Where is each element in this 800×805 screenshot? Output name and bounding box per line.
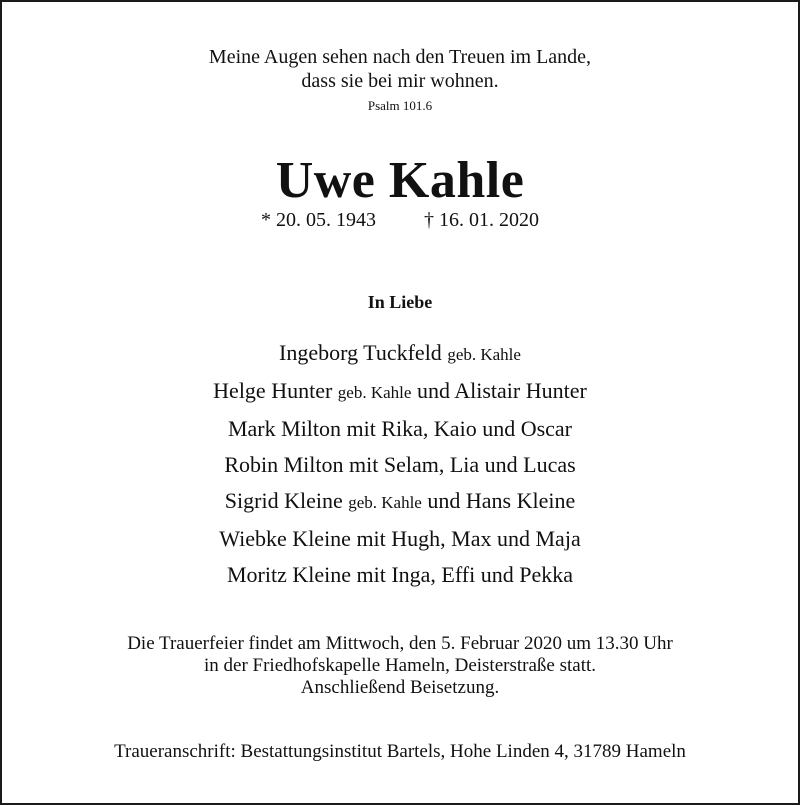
mourner-line [2, 373, 798, 411]
mourner-line [2, 335, 798, 373]
death-date: † 16. 01. 2020 [424, 209, 539, 231]
funeral-service-info [2, 633, 798, 699]
mourner-partner: und Hans Kleine [427, 488, 576, 513]
service-line-1: Die Trauerfeier findet am Mittwoch, den 5. Februar 2020 um 13.30 Uhr [127, 633, 673, 654]
mourner-name: Ingeborg Tuckfeld [279, 340, 442, 365]
mourner-line [2, 447, 798, 483]
mourner-name: Moritz Kleine mit Inga, Effi und Pekka [226, 562, 574, 587]
mourner-name: Helge Hunter [213, 378, 333, 403]
birth-date: * 20. 05. 1943 [261, 209, 376, 231]
service-line-3: Anschließend Beisetzung. [300, 677, 500, 698]
mourner-name: Sigrid Kleine [224, 488, 343, 513]
psalm-verse [2, 45, 798, 93]
mourners-list [2, 335, 798, 593]
mourner-line [2, 411, 798, 447]
mourner-line [2, 557, 798, 593]
verse-source: Psalm 101.6 [367, 98, 433, 113]
mourner-name: Wiebke Kleine mit Hugh, Max und Maja [219, 526, 581, 551]
maiden-name: geb. Kahle [337, 383, 412, 402]
service-line-2: in der Friedhofskapelle Hameln, Deisterstraße statt. [203, 655, 596, 676]
deceased-name: Uwe Kahle [275, 152, 525, 209]
mourning-address: Traueranschrift: Bestattungsinstitut Bartels, Hohe Linden 4, 31789 Hameln [114, 741, 686, 762]
life-dates [2, 207, 798, 233]
mourner-name: Robin Milton mit Selam, Lia und Lucas [224, 452, 576, 477]
mourner-name: Mark Milton mit Rika, Kaio und Oscar [227, 416, 572, 441]
verse-line-2: dass sie bei mir wohnen. [301, 70, 499, 92]
verse-line-1: Meine Augen sehen nach den Treuen im Lande, [208, 46, 592, 68]
maiden-name: geb. Kahle [348, 493, 422, 512]
maiden-name: geb. Kahle [447, 345, 521, 364]
mourner-partner: und Alistair Hunter [416, 378, 587, 403]
in-love-heading: In Liebe [367, 292, 433, 312]
mourner-line [2, 521, 798, 557]
mourner-line [2, 483, 798, 521]
